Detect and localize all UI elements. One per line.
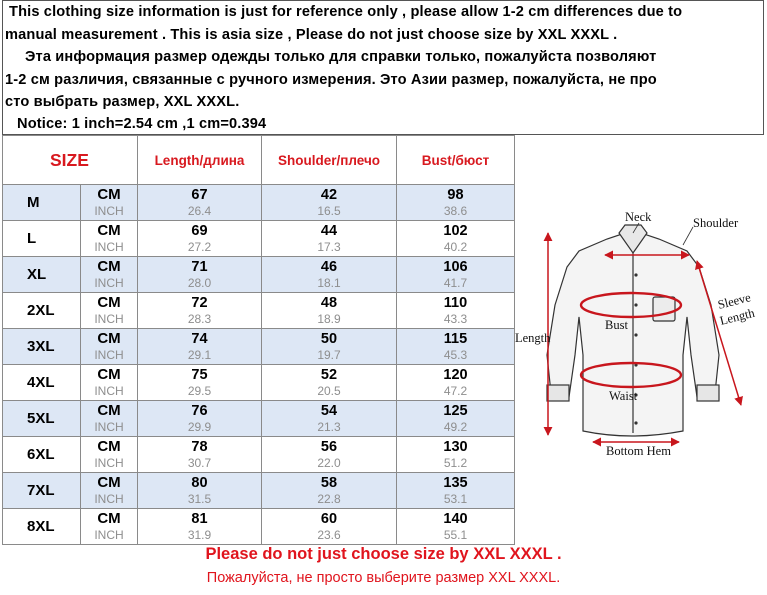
table-row [3, 473, 515, 509]
bust-cell [397, 185, 515, 221]
unit-cm: CM [97, 473, 121, 491]
unit-cm: CM [97, 401, 121, 419]
shoulder-cm: 58 [320, 474, 338, 491]
length-cell [138, 329, 262, 365]
unit-cm: CM [97, 257, 121, 275]
shoulder-cell [262, 221, 397, 257]
notice-ru-line1: Эта информация размер одежды только для справки только, пожалуйста позволяют [25, 49, 657, 66]
unit-cell [81, 473, 138, 509]
unit-cm: CM [97, 329, 121, 347]
length-inch: 31.9 [187, 527, 212, 542]
length-cm: 76 [191, 402, 208, 419]
length-inch: 31.5 [187, 491, 212, 506]
size-table [2, 135, 515, 545]
unit-inch: INCH [94, 203, 124, 218]
length-inch: 29.1 [187, 347, 212, 362]
shoulder-cm: 46 [320, 258, 338, 275]
table-row [3, 509, 515, 545]
unit-inch: INCH [94, 491, 124, 506]
shoulder-cm: 56 [320, 438, 338, 455]
notice-en-line1: This clothing size information is just for reference only , please allow 1-2 cm differences due to [9, 4, 683, 20]
bust-cm: 130 [443, 438, 468, 455]
unit-cell [81, 365, 138, 401]
bust-inch: 41.7 [443, 275, 468, 290]
shoulder-cell [262, 401, 397, 437]
unit-inch: INCH [94, 383, 124, 398]
size-label: M [3, 185, 81, 221]
shoulder-inch: 22.8 [317, 491, 341, 506]
unit-inch: INCH [94, 347, 124, 362]
length-inch: 29.5 [187, 383, 212, 398]
bust-inch: 53.1 [443, 491, 468, 506]
unit-cell [81, 329, 138, 365]
unit-cm: CM [97, 293, 121, 311]
header-length: Length/длина [138, 136, 262, 185]
shirt-icon [547, 225, 719, 436]
notice-conversion: Notice: 1 inch=2.54 cm ,1 cm=0.394 [17, 115, 267, 132]
notice-ru-line2: 1-2 см различия, связанные с ручного измерения. Это Азии размер, пожалуйста, не про [5, 71, 657, 88]
table-row [3, 221, 515, 257]
length-inch: 30.7 [187, 455, 212, 470]
shoulder-inch: 21.3 [317, 419, 341, 434]
shoulder-cm: 50 [320, 330, 338, 347]
size-label: 5XL [3, 401, 81, 437]
notice-ru-line3: сто выбрать размер, XXL XXXL. [5, 94, 240, 111]
shoulder-inch: 18.9 [317, 311, 341, 326]
bust-cell [397, 473, 515, 509]
bust-cm: 125 [443, 402, 468, 419]
unit-cell [81, 221, 138, 257]
label-bust: Bust [605, 318, 628, 332]
bust-inch: 40.2 [443, 239, 468, 254]
shoulder-cell [262, 293, 397, 329]
bust-cm: 115 [443, 330, 468, 347]
shoulder-cell [262, 257, 397, 293]
length-cm: 71 [191, 258, 208, 275]
unit-cm: CM [97, 509, 121, 527]
bust-cell [397, 509, 515, 545]
unit-inch: INCH [94, 527, 124, 542]
label-length: Length [515, 331, 551, 345]
length-cell [138, 473, 262, 509]
shoulder-inch: 20.5 [317, 383, 341, 398]
bust-cell [397, 329, 515, 365]
size-label: 4XL [3, 365, 81, 401]
bust-cm: 110 [443, 294, 468, 311]
table-row [3, 329, 515, 365]
shoulder-inch: 18.1 [317, 275, 341, 290]
table-row [3, 257, 515, 293]
unit-cm: CM [97, 185, 121, 203]
notice-en-line2: manual measurement . This is asia size , Please do not just choose size by XXL XXXL . [5, 26, 618, 43]
bust-cell [397, 293, 515, 329]
header-shoulder: Shoulder/плечо [262, 136, 397, 185]
bust-cm: 135 [443, 474, 468, 491]
length-cm: 67 [191, 186, 208, 203]
size-label: XL [3, 257, 81, 293]
footer-warning-ru: Пожалуйста, не просто выберите размер XXL XXXL. [206, 570, 561, 586]
size-label: 8XL [3, 509, 81, 545]
shoulder-cell [262, 329, 397, 365]
length-cell [138, 401, 262, 437]
shoulder-cell [262, 509, 397, 545]
shoulder-cell [262, 365, 397, 401]
label-shoulder: Shoulder [693, 216, 739, 230]
bust-inch: 43.3 [443, 311, 468, 326]
shoulder-cell [262, 437, 397, 473]
size-label: 3XL [3, 329, 81, 365]
bust-cell [397, 365, 515, 401]
length-inch: 28.0 [187, 275, 212, 290]
label-neck: Neck [625, 210, 652, 224]
unit-cm: CM [97, 437, 121, 455]
length-inch: 28.3 [187, 311, 212, 326]
unit-inch: INCH [94, 275, 124, 290]
unit-cm: CM [97, 365, 121, 383]
bust-inch: 49.2 [443, 419, 468, 434]
shoulder-inch: 16.5 [317, 203, 341, 218]
table-row [3, 401, 515, 437]
table-row [3, 365, 515, 401]
length-cm: 81 [191, 510, 208, 527]
length-cell [138, 293, 262, 329]
length-cm: 78 [191, 438, 208, 455]
bust-cm: 106 [443, 258, 468, 275]
shoulder-inch: 17.3 [317, 239, 341, 254]
bust-inch: 38.6 [443, 203, 468, 218]
bust-cell [397, 257, 515, 293]
table-row [3, 437, 515, 473]
shoulder-cm: 48 [320, 294, 338, 311]
shoulder-cm: 44 [320, 222, 338, 239]
shoulder-inch: 23.6 [317, 527, 341, 542]
bust-cm: 102 [443, 222, 468, 239]
bust-cm: 140 [443, 510, 468, 527]
length-cell [138, 185, 262, 221]
shoulder-inch: 19.7 [317, 347, 341, 362]
bust-cm: 120 [443, 366, 468, 383]
unit-inch: INCH [94, 419, 124, 434]
bust-cell [397, 401, 515, 437]
table-row [3, 185, 515, 221]
bust-inch: 55.1 [443, 527, 468, 542]
length-cm: 69 [191, 222, 208, 239]
size-label: 2XL [3, 293, 81, 329]
unit-cell [81, 509, 138, 545]
table-row [3, 293, 515, 329]
size-label: 7XL [3, 473, 81, 509]
length-cell [138, 437, 262, 473]
shoulder-inch: 22.0 [317, 455, 341, 470]
unit-cell [81, 185, 138, 221]
bust-inch: 47.2 [443, 383, 468, 398]
notice-box [2, 0, 764, 135]
bust-cell [397, 437, 515, 473]
length-cm: 74 [191, 330, 208, 347]
length-cm: 72 [191, 294, 208, 311]
length-cell [138, 365, 262, 401]
shoulder-cm: 60 [320, 510, 338, 527]
length-cell [138, 221, 262, 257]
label-waist: Waist [609, 389, 638, 403]
bust-inch: 51.2 [443, 455, 468, 470]
length-cm: 75 [191, 366, 208, 383]
label-bottom-hem: Bottom Hem [606, 444, 671, 458]
shoulder-cm: 42 [320, 186, 338, 203]
length-cell [138, 257, 262, 293]
header-size: SIZE [3, 136, 138, 185]
bust-cell [397, 221, 515, 257]
bust-cm: 98 [447, 186, 464, 203]
unit-cm: CM [97, 221, 121, 239]
unit-cell [81, 257, 138, 293]
bust-inch: 45.3 [443, 347, 468, 362]
header-bust: Bust/бюст [397, 136, 515, 185]
length-inch: 26.4 [187, 203, 212, 218]
unit-cell [81, 401, 138, 437]
shirt-measurement-diagram [513, 205, 767, 465]
length-cell [138, 509, 262, 545]
unit-inch: INCH [94, 455, 124, 470]
shoulder-cm: 52 [320, 366, 338, 383]
length-inch: 29.9 [187, 419, 212, 434]
table-header-row [3, 136, 515, 185]
size-label: L [3, 221, 81, 257]
shoulder-cell [262, 185, 397, 221]
shoulder-cell [262, 473, 397, 509]
shoulder-cm: 54 [320, 402, 338, 419]
unit-cell [81, 293, 138, 329]
unit-inch: INCH [94, 239, 124, 254]
label-sleeve: Sleeve [716, 290, 753, 312]
size-label: 6XL [3, 437, 81, 473]
length-cm: 80 [191, 474, 208, 491]
label-sleeve-length: Length [718, 305, 757, 328]
unit-inch: INCH [94, 311, 124, 326]
length-inch: 27.2 [187, 239, 212, 254]
footer-warning-en: Please do not just choose size by XXL XXXL . [205, 545, 562, 563]
unit-cell [81, 437, 138, 473]
